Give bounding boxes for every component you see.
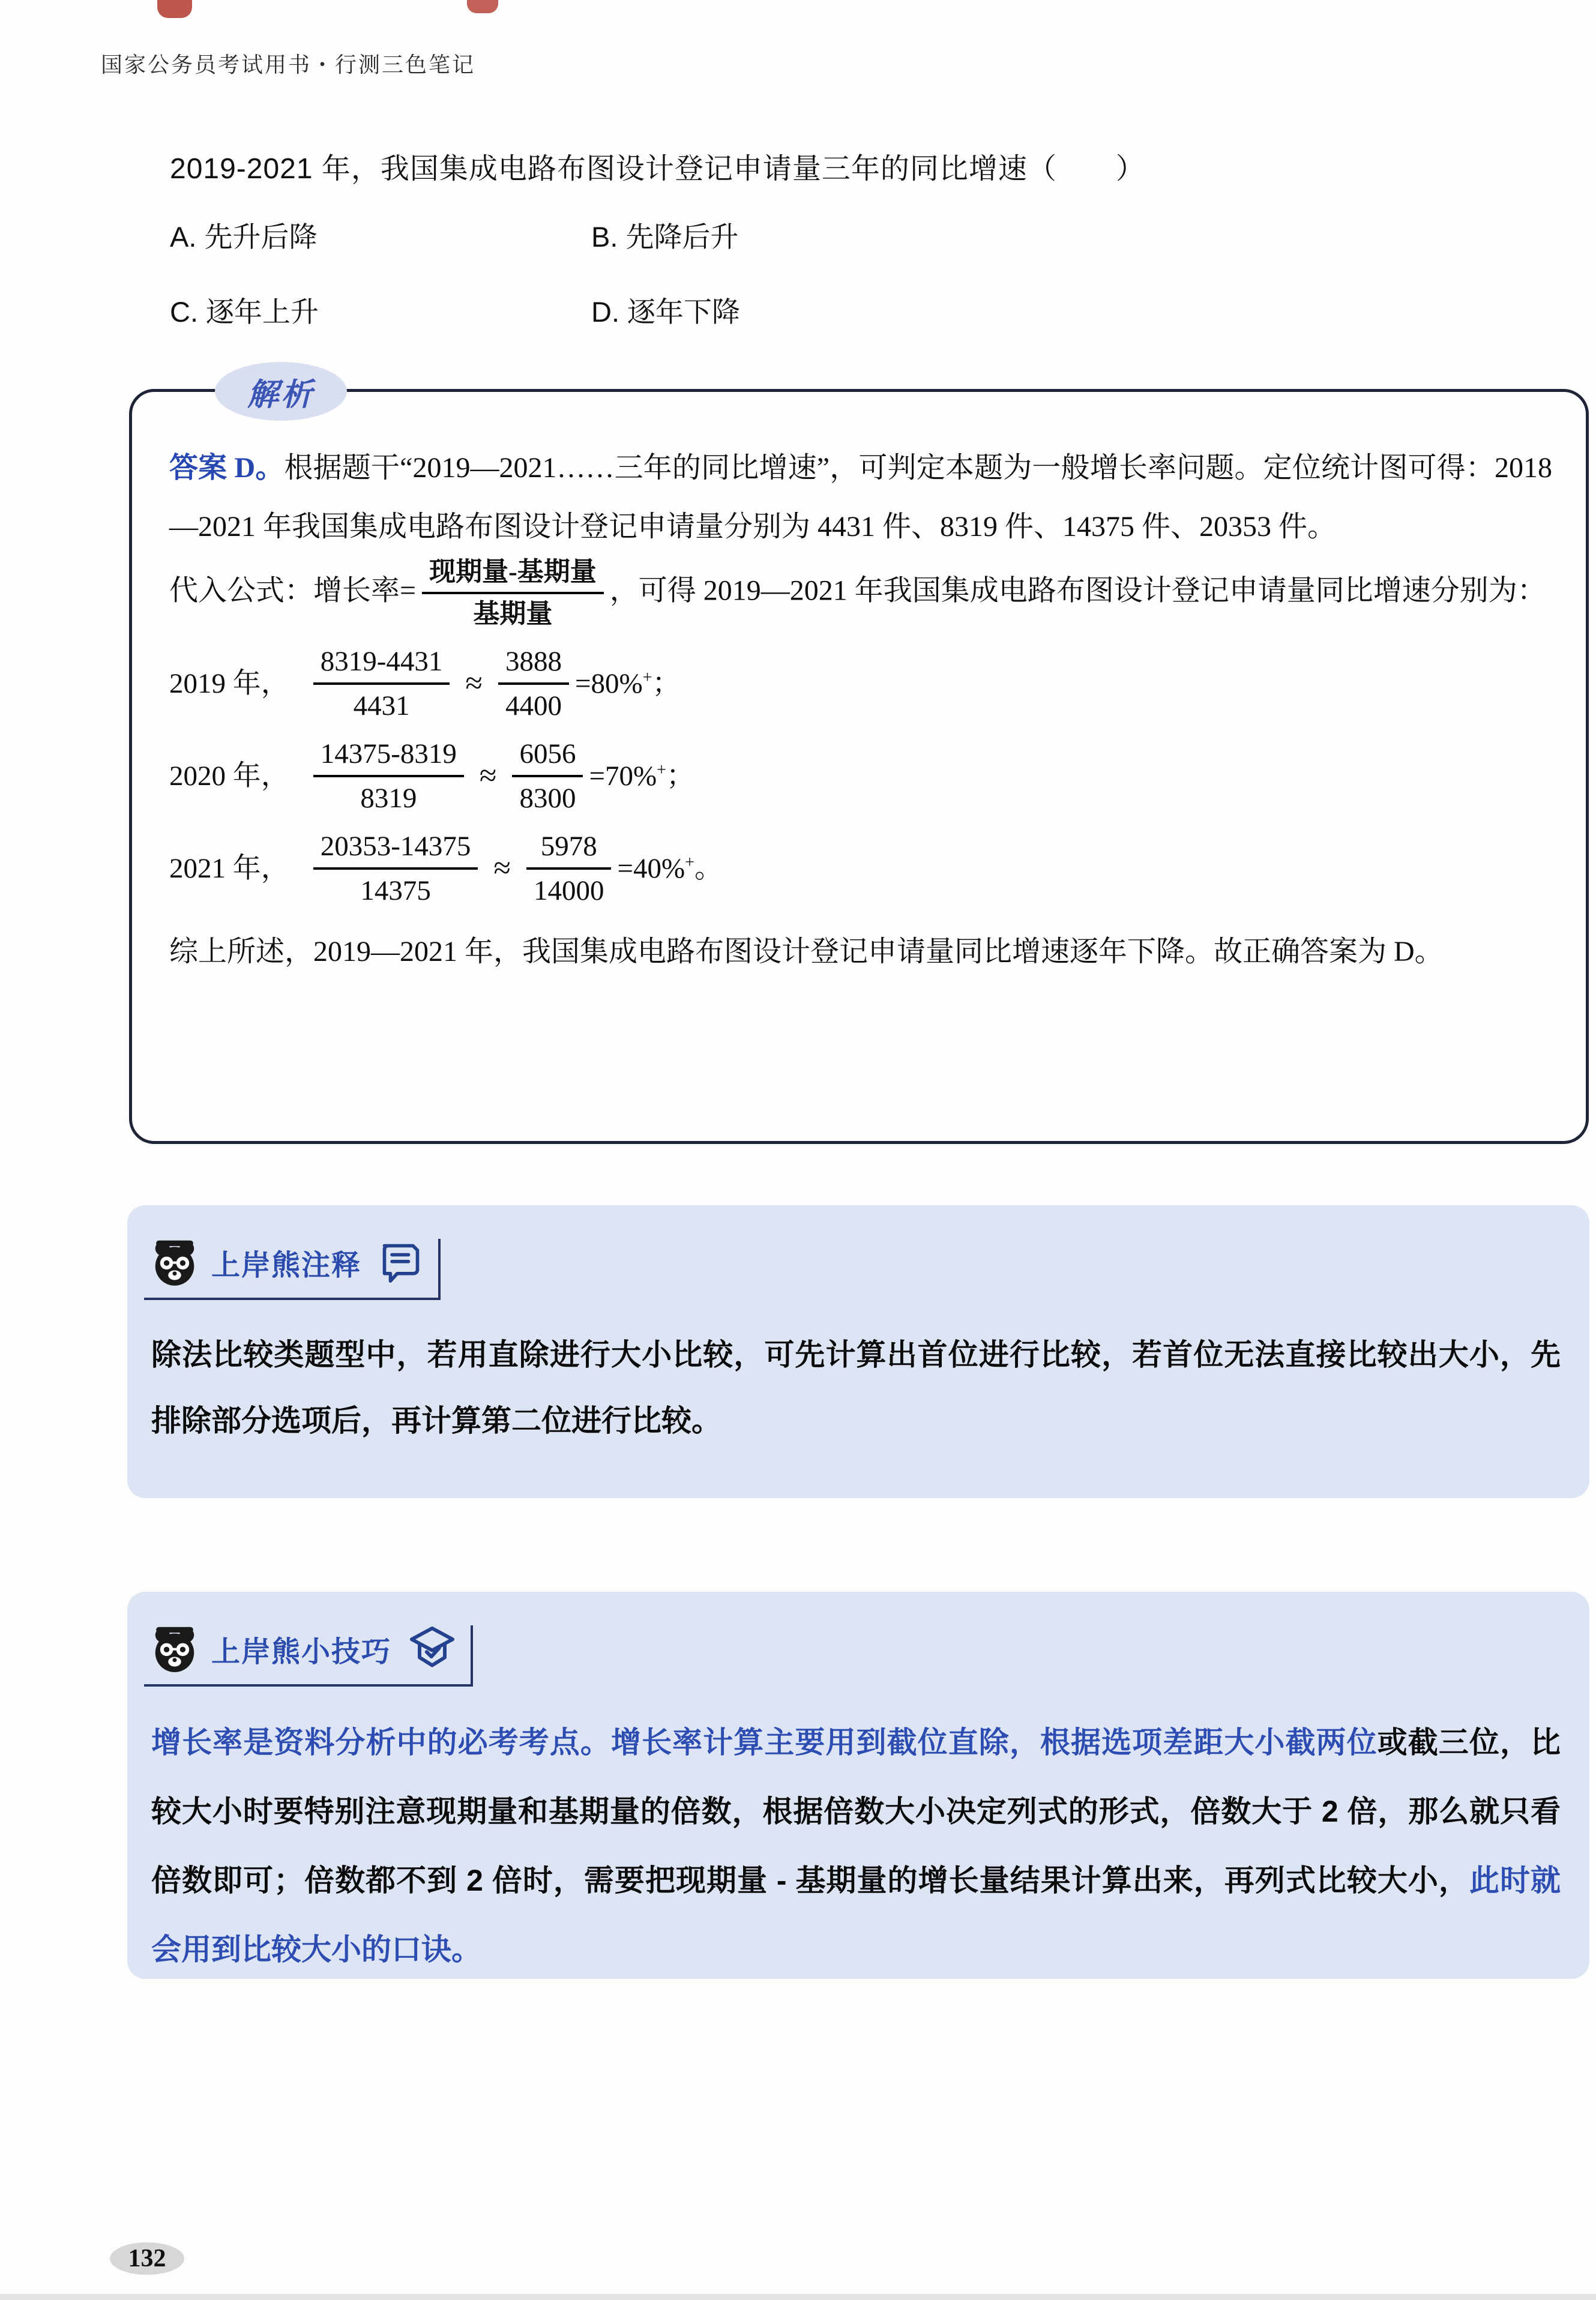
formula-suffix: ，可得 2019—2021 年我国集成电路布图设计登记申请量同比增速分别为： [609, 574, 1546, 607]
fraction-numerator: 8319-4431 [320, 645, 443, 677]
approx-symbol: ≈ [493, 851, 511, 886]
tips-box-title: 上岸熊小技巧 [211, 1636, 392, 1668]
option-list [170, 215, 740, 330]
punctuation: ； [652, 667, 681, 699]
fraction-denominator: 14375 [313, 867, 478, 907]
fraction-denominator: 8319 [313, 775, 464, 814]
red-pen-mark [157, 0, 192, 18]
equals-value: =40% [617, 853, 685, 885]
fraction-numerator: 20353-14375 [320, 831, 471, 862]
fraction-numerator: 5978 [540, 831, 597, 862]
calc-row-2021 [169, 830, 1552, 907]
calc-year: 2020 年， [169, 760, 289, 792]
bear-note-box [127, 1205, 1589, 1498]
formula-prefix: 代入公式：增长率= [169, 574, 417, 607]
option-c: C. 逐年上升 [170, 296, 319, 328]
calc-fraction [512, 738, 583, 814]
formula-numerator: 现期量-基期量 [429, 556, 597, 586]
equals-value: =80% [574, 667, 643, 699]
calc-result [617, 852, 723, 885]
option-b: B. 先降后升 [591, 221, 739, 253]
note-box-header [144, 1236, 441, 1300]
page-bottom-edge [0, 2294, 1596, 2300]
calc-result [589, 760, 694, 792]
bear-tips-box [127, 1592, 1589, 1979]
fraction-denominator: 8300 [512, 775, 583, 814]
plus-superscript: + [657, 760, 667, 780]
approx-symbol: ≈ [479, 759, 497, 793]
option-a: A. 先升后降 [170, 221, 318, 253]
answer-label: 答案 D。 [169, 452, 285, 484]
calc-row-2020 [169, 738, 1552, 814]
growth-rate-formula [169, 557, 1552, 630]
calc-row-2019 [169, 645, 1552, 722]
comment-bubble-icon [377, 1238, 425, 1286]
fraction-denominator: 14000 [526, 867, 612, 907]
formula-denominator: 基期量 [422, 592, 604, 630]
tips-plain-text: 或截三位，比较大小时要特别注意现期量和基期量的倍数，根据倍数大小决定列式的形式，倍数大于 2 倍，那么就只看倍数即可；倍数都不到 2 倍时，需要把现期量 - 基期量的增长量结果计算出来，再列式比较大小， [151, 1726, 1561, 1897]
punctuation: ； [666, 760, 695, 792]
option-d: D. 逐年下降 [591, 296, 741, 328]
tips-highlight-1: 增长率是资料分析中的必考考点。增长率计算主要用到截位直除，根据选项差距大小截两位 [151, 1726, 1378, 1759]
red-pen-mark [467, 0, 498, 13]
calc-fraction [313, 645, 450, 722]
tips-box-body [151, 1708, 1561, 1984]
plus-superscript: + [642, 668, 652, 687]
note-box-body: 除法比较类题型中，若用直除进行大小比较，可先计算出首位进行比较，若首位无法直接比较出大小，先排除部分选项后，再计算第二位进行比较。 [151, 1338, 1561, 1438]
bear-icon [149, 1623, 200, 1675]
analysis-content [132, 392, 1586, 982]
analysis-box [129, 377, 1589, 1144]
page-number: 132 [110, 2242, 184, 2275]
equals-value: =70% [589, 760, 657, 792]
note-box-title: 上岸熊注释 [211, 1249, 362, 1281]
calc-year: 2021 年， [169, 853, 289, 885]
bear-icon [149, 1236, 200, 1288]
question-stem: 2019-2021 年，我国集成电路布图设计登记申请量三年的同比增速（ ） [170, 153, 1145, 185]
running-head: 国家公务员考试用书・行测三色笔记 [101, 52, 476, 77]
calc-year: 2019 年， [169, 667, 289, 699]
formula-fraction [422, 557, 604, 630]
analysis-intro-text: 根据题干“2019—2021……三年的同比增速”，可判定本题为一般增长率问题。定位统计图可得：2018—2021 年我国集成电路布图设计登记申请量分别为 4431 件、8319 件、14375 件、20353 件。 [169, 452, 1552, 543]
calc-fraction [526, 830, 612, 907]
fraction-numerator: 3888 [505, 645, 562, 677]
calc-fraction [313, 738, 464, 814]
fraction-numerator: 14375-8319 [320, 738, 457, 770]
tips-highlight-2: 此时就会用到比较大小的口诀。 [151, 1864, 1561, 1966]
graduation-cap-icon [407, 1624, 457, 1674]
punctuation: 。 [694, 853, 723, 885]
fraction-denominator: 4431 [313, 682, 450, 722]
calc-fraction [498, 645, 569, 722]
tips-box-header [144, 1623, 473, 1687]
plus-superscript: + [685, 853, 695, 872]
approx-symbol: ≈ [465, 666, 483, 701]
analysis-conclusion: 综上所述，2019—2021 年，我国集成电路布图设计登记申请量同比增速逐年下降。故正确答案为 D。 [169, 936, 1444, 968]
calc-result [575, 667, 681, 700]
analysis-intro [169, 439, 1552, 557]
fraction-denominator: 4400 [498, 682, 569, 722]
calc-fraction [313, 830, 478, 907]
analysis-badge: 解析 [215, 362, 347, 421]
fraction-numerator: 6056 [519, 738, 576, 770]
